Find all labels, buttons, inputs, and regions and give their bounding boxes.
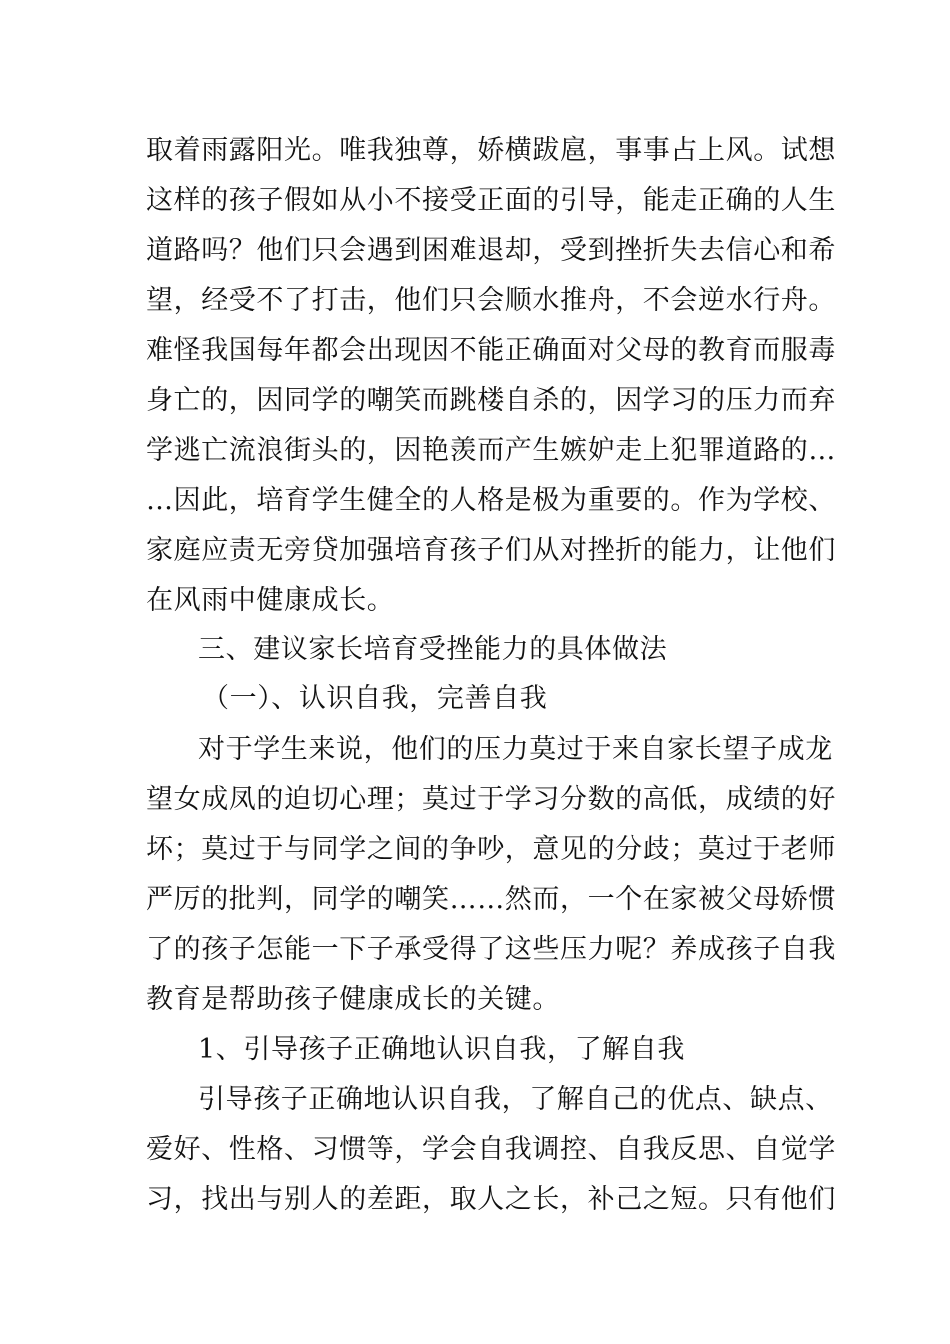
paragraph-line: 家庭应责无旁贷加强培育孩子们从对挫折的能力，让他们 [146, 535, 836, 566]
paragraph-line: …因此，培育学生健全的人格是极为重要的。作为学校、 [146, 485, 836, 516]
item-heading: 1、引导孩子正确地认识自我，了解自我 [198, 1034, 685, 1065]
paragraph-line: 望女成凤的迫切心理；莫过于学习分数的高低，成绩的好 [146, 784, 836, 815]
paragraph-line: 道路吗？他们只会遇到困难退却，受到挫折失去信心和希 [146, 235, 836, 266]
paragraph-line: 取着雨露阳光。唯我独尊，娇横跋扈，事事占上风。试想 [146, 135, 836, 166]
paragraph-line: 望，经受不了打击，他们只会顺水推舟，不会逆水行舟。 [146, 285, 836, 316]
paragraph-line: 引导孩子正确地认识自我，了解自己的优点、缺点、 [198, 1084, 833, 1115]
subsection-heading: （一）、认识自我，完善自我 [202, 683, 548, 714]
paragraph-line: 教育是帮助孩子健康成长的关键。 [146, 984, 560, 1015]
paragraph-line: 学逃亡流浪街头的，因艳羡而产生嫉妒走上犯罪道路的… [146, 435, 836, 466]
section-heading: 三、建议家长培育受挫能力的具体做法 [198, 634, 668, 665]
paragraph-line: 身亡的，因同学的嘲笑而跳楼自杀的，因学习的压力而弃 [146, 385, 836, 416]
paragraph-line: 坏；莫过于与同学之间的争吵，意见的分歧；莫过于老师 [146, 834, 836, 865]
paragraph-line: 在风雨中健康成长。 [146, 585, 395, 616]
paragraph-line: 这样的孩子假如从小不接受正面的引导，能走正确的人生 [146, 185, 836, 216]
paragraph-line: 了的孩子怎能一下子承受得了这些压力呢？养成孩子自我 [146, 934, 836, 965]
paragraph-line: 对于学生来说，他们的压力莫过于来自家长望子成龙 [198, 734, 833, 765]
paragraph-line: 严厉的批判，同学的嘲笑……然而，一个在家被父母娇惯 [146, 884, 836, 915]
paragraph-line: 习，找出与别人的差距，取人之长，补己之短。只有他们 [146, 1184, 836, 1215]
paragraph-line: 爱好、性格、习惯等，学会自我调控、自我反思、自觉学 [146, 1134, 836, 1165]
paragraph-line: 难怪我国每年都会出现因不能正确面对父母的教育而服毒 [146, 335, 836, 366]
